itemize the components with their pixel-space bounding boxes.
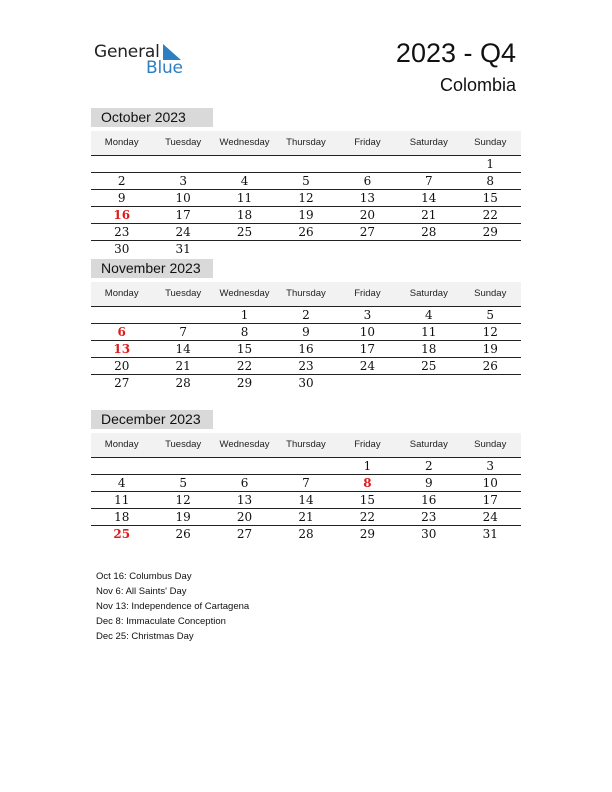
day-cell: 14 <box>421 191 437 205</box>
week-row <box>91 307 521 324</box>
week-row <box>91 173 521 190</box>
holiday-day-cell: 6 <box>117 325 126 339</box>
day-cell <box>275 241 336 257</box>
day-cell: 17 <box>175 208 191 222</box>
weekday-saturday: Saturday <box>409 137 448 148</box>
day-cell: 6 <box>240 476 249 490</box>
day-cell <box>275 156 336 172</box>
day-cell <box>398 156 459 172</box>
week-row <box>91 207 521 224</box>
day-cell <box>152 156 213 172</box>
day-cell: 31 <box>175 242 191 256</box>
day-cell: 29 <box>359 527 376 541</box>
holiday-day-cell: 25 <box>113 527 131 541</box>
holiday-notes <box>96 569 249 644</box>
day-cell: 23 <box>421 510 437 524</box>
day-cell: 1 <box>240 308 249 322</box>
day-cell: 9 <box>117 191 126 205</box>
logo-word-general: General <box>94 42 160 62</box>
weekday-thursday: Thursday <box>286 439 326 450</box>
day-cell: 15 <box>236 342 253 356</box>
weekday-monday: Monday <box>104 288 139 299</box>
weekday-monday: Monday <box>104 137 139 148</box>
day-cell: 14 <box>175 342 191 356</box>
day-cell <box>214 241 275 257</box>
week-row <box>91 509 521 526</box>
week-row <box>91 341 521 358</box>
weekday-sunday: Sunday <box>474 288 507 299</box>
day-cell: 11 <box>236 191 253 205</box>
holiday-note: Dec 25: Christmas Day <box>96 631 194 642</box>
day-cell: 10 <box>359 325 376 339</box>
day-cell: 30 <box>114 242 130 256</box>
day-cell <box>152 458 213 474</box>
day-cell: 11 <box>114 493 130 507</box>
day-cell: 25 <box>236 225 253 239</box>
week-row <box>91 224 521 241</box>
day-cell: 6 <box>363 174 372 188</box>
weekday-header <box>91 433 521 458</box>
day-cell: 15 <box>482 191 498 205</box>
day-cell: 10 <box>482 476 498 490</box>
weekday-sunday: Sunday <box>474 439 507 450</box>
holiday-note: Dec 8: Immaculate Conception <box>96 616 226 627</box>
day-cell: 3 <box>179 174 187 188</box>
day-cell: 22 <box>482 208 498 222</box>
day-cell: 3 <box>486 459 495 473</box>
day-cell: 27 <box>236 527 253 541</box>
month-november <box>91 259 521 391</box>
month-title: October 2023 <box>91 108 213 127</box>
day-cell: 19 <box>298 208 314 222</box>
weekday-friday: Friday <box>354 137 381 148</box>
weekday-tuesday: Tuesday <box>165 137 202 148</box>
day-cell: 12 <box>482 325 498 339</box>
day-cell: 11 <box>421 325 437 339</box>
day-cell: 22 <box>359 510 376 524</box>
holiday-note: Oct 16: Columbus Day <box>96 571 192 582</box>
day-cell: 19 <box>482 342 498 356</box>
day-cell: 25 <box>421 359 437 373</box>
holiday-note: Nov 6: All Saints' Day <box>96 586 187 597</box>
weekday-wednesday: Wednesday <box>219 439 270 450</box>
day-cell: 31 <box>482 527 498 541</box>
holiday-day-cell: 8 <box>363 476 372 490</box>
weekday-tuesday: Tuesday <box>165 288 202 299</box>
holiday-day-cell: 13 <box>113 342 131 356</box>
week-row <box>91 492 521 509</box>
week-row <box>91 241 521 257</box>
week-row <box>91 358 521 375</box>
day-cell: 7 <box>179 325 187 339</box>
day-cell: 18 <box>421 342 437 356</box>
day-cell: 30 <box>298 376 314 390</box>
month-october <box>91 108 521 257</box>
day-cell: 22 <box>236 359 253 373</box>
week-row <box>91 458 521 475</box>
weekday-sunday: Sunday <box>474 137 507 148</box>
day-cell: 24 <box>482 510 498 524</box>
day-cell: 23 <box>298 359 314 373</box>
day-cell <box>91 307 152 323</box>
day-cell: 10 <box>175 191 191 205</box>
weekday-tuesday: Tuesday <box>165 439 202 450</box>
day-cell <box>337 241 398 257</box>
day-cell: 17 <box>359 342 376 356</box>
day-cell: 7 <box>425 174 433 188</box>
day-cell: 19 <box>175 510 191 524</box>
day-cell: 27 <box>114 376 130 390</box>
day-cell: 28 <box>421 225 437 239</box>
day-cell: 1 <box>363 459 372 473</box>
day-cell: 16 <box>421 493 437 507</box>
weekday-thursday: Thursday <box>286 288 326 299</box>
day-cell <box>275 458 336 474</box>
day-cell: 13 <box>236 493 253 507</box>
weekday-wednesday: Wednesday <box>219 288 270 299</box>
day-cell: 21 <box>175 359 191 373</box>
day-cell: 24 <box>359 359 376 373</box>
weekday-saturday: Saturday <box>409 288 448 299</box>
day-cell: 8 <box>486 174 495 188</box>
day-cell: 13 <box>359 191 376 205</box>
week-row <box>91 375 521 391</box>
day-cell: 17 <box>482 493 498 507</box>
day-cell: 26 <box>482 359 498 373</box>
day-cell: 29 <box>236 376 253 390</box>
day-cell: 4 <box>117 476 126 490</box>
day-cell <box>398 375 459 391</box>
week-row <box>91 190 521 207</box>
weekday-saturday: Saturday <box>409 439 448 450</box>
month-title: November 2023 <box>91 259 213 278</box>
day-cell: 20 <box>359 208 376 222</box>
day-cell <box>460 375 521 391</box>
day-cell: 15 <box>359 493 376 507</box>
week-row <box>91 475 521 492</box>
day-cell: 28 <box>298 527 314 541</box>
day-cell: 18 <box>236 208 253 222</box>
weekday-friday: Friday <box>354 288 381 299</box>
day-cell <box>214 458 275 474</box>
day-cell: 12 <box>298 191 314 205</box>
day-cell: 21 <box>298 510 314 524</box>
day-cell: 21 <box>421 208 437 222</box>
day-cell: 5 <box>486 308 495 322</box>
day-cell: 29 <box>482 225 498 239</box>
day-cell: 24 <box>175 225 191 239</box>
weekday-header <box>91 282 521 307</box>
day-cell <box>337 375 398 391</box>
week-row <box>91 526 521 542</box>
month-title: December 2023 <box>91 410 213 429</box>
month-december <box>91 410 521 542</box>
day-cell: 23 <box>114 225 130 239</box>
weekday-friday: Friday <box>354 439 381 450</box>
day-cell: 8 <box>240 325 249 339</box>
weekday-header <box>91 131 521 156</box>
day-cell: 9 <box>302 325 310 339</box>
day-cell <box>214 156 275 172</box>
holiday-note: Nov 13: Independence of Cartagena <box>96 601 250 612</box>
day-cell <box>91 458 152 474</box>
logo-word-blue: Blue <box>146 58 183 78</box>
day-cell: 5 <box>302 174 310 188</box>
day-cell: 1 <box>486 157 495 171</box>
day-cell: 12 <box>175 493 191 507</box>
day-cell: 18 <box>114 510 130 524</box>
day-cell: 27 <box>359 225 376 239</box>
day-cell: 2 <box>117 174 126 188</box>
day-cell: 20 <box>114 359 130 373</box>
day-cell: 4 <box>425 308 433 322</box>
weekday-wednesday: Wednesday <box>219 137 270 148</box>
day-cell: 26 <box>298 225 314 239</box>
day-cell: 3 <box>363 308 372 322</box>
week-row <box>91 156 521 173</box>
weekday-monday: Monday <box>104 439 139 450</box>
day-cell: 16 <box>298 342 314 356</box>
day-cell: 14 <box>298 493 314 507</box>
day-cell: 28 <box>175 376 191 390</box>
day-cell: 4 <box>240 174 249 188</box>
day-cell: 7 <box>302 476 310 490</box>
week-row <box>91 324 521 341</box>
day-cell: 5 <box>179 476 187 490</box>
day-cell: 20 <box>236 510 253 524</box>
day-cell <box>460 241 521 257</box>
holiday-day-cell: 16 <box>113 208 131 222</box>
country-name: Colombia <box>439 75 516 95</box>
day-cell <box>337 156 398 172</box>
weekday-thursday: Thursday <box>286 137 326 148</box>
day-cell: 2 <box>425 459 433 473</box>
day-cell: 26 <box>175 527 191 541</box>
day-cell <box>152 307 213 323</box>
day-cell <box>91 156 152 172</box>
day-cell: 2 <box>302 308 310 322</box>
day-cell: 30 <box>421 527 437 541</box>
day-cell <box>398 241 459 257</box>
day-cell: 9 <box>425 476 433 490</box>
page-title: 2023 - Q4 <box>395 38 516 68</box>
